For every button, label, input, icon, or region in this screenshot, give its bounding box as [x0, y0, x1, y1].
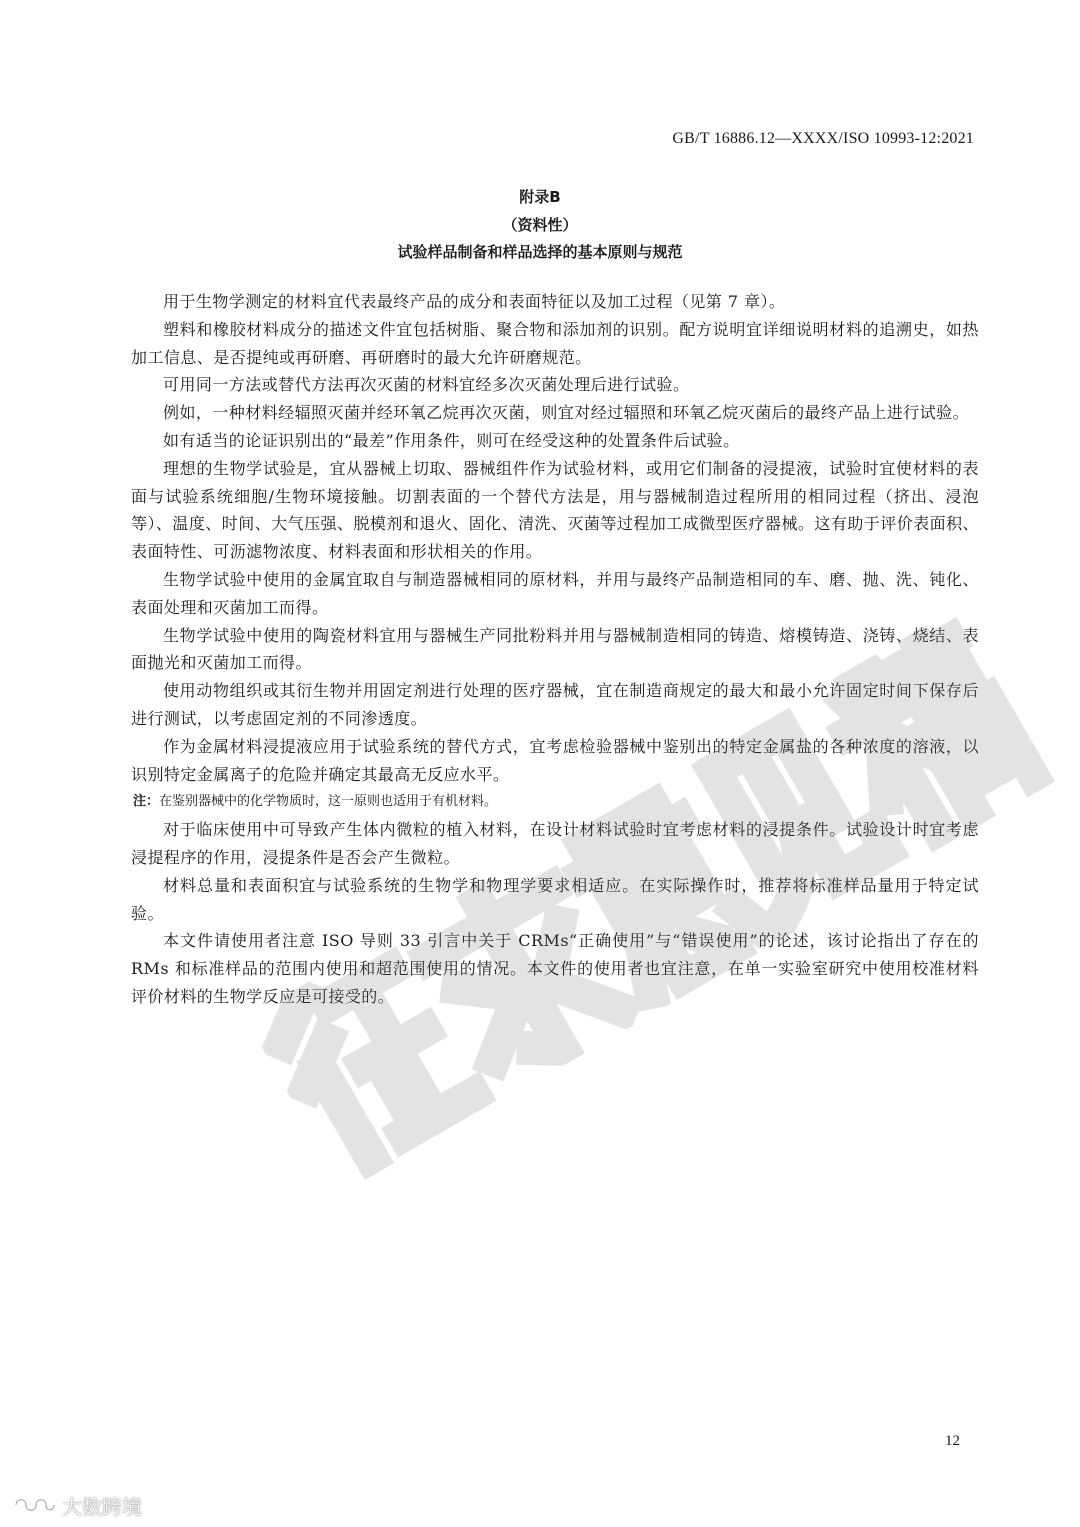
paragraph: 生物学试验中使用的陶瓷材料宜用与器械生产同批粉料并用与器械制造相同的铸造、熔模铸造、浇铸、烧结、表面抛光和灭菌加工而得。	[131, 625, 979, 673]
paragraph: 理想的生物学试验是，宜从器械上切取、器械组件作为试验材料，或用它们制备的浸提液，试验时宜使材料的表面与试验系统细胞/生物环境接触。切割表面的一个替代方法是，用与器械制造过程所用的相同过程（挤出、浸泡等）、温度、时间、大气压强、脱模剂和退火、固化、清洗、灭菌等过程加工成微型医疗器械。这有助于评价表面积、表面特性、可沥滤物浓度、材料表面和形状相关的作用。	[131, 458, 979, 562]
brand-name: 大数跨境	[62, 1494, 142, 1519]
note	[131, 788, 979, 816]
paragraph: 使用动物组织或其衍生物并用固定剂进行处理的医疗器械，宜在制造商规定的最大和最小允许固定时间下保存后进行测试，以考虑固定剂的不同渗透度。	[131, 681, 979, 728]
paragraph: 可用同一方法或替代方法再次灭菌的材料宜经多次灭菌处理后进行试验。	[163, 375, 690, 395]
annex-label: 附录B	[519, 188, 561, 206]
paragraph: 塑料和橡胶材料成分的描述文件宜包括树脂、聚合物和添加剂的识别。配方说明宜详细说明材料的追溯史，如热加工信息、是否提纯或再研磨、再研磨时的最大允许研磨规范。	[131, 319, 979, 367]
note-label: 注：	[133, 794, 160, 810]
standard-number: GB/T 16886.12—XXXX/ISO 10993-12:2021	[672, 130, 974, 147]
brand-watermark	[12, 1490, 142, 1520]
annex-type: （资料性）	[502, 216, 578, 234]
note-text: 在鉴别器械中的化学物质时，这一原则也适用于有机材料。	[159, 794, 498, 810]
page-number: 12	[945, 1433, 960, 1449]
paragraph: 作为金属材料浸提液应用于试验系统的替代方式，宜考虑检验器械中鉴别出的特定金属盐的各种浓度的溶液，以识别特定金属离子的危险并确定其最高无反应水平。	[131, 736, 979, 784]
paragraph: 用于生物学测定的材料宜代表最终产品的成分和表面特征以及加工过程（见第 7 章）。	[163, 292, 786, 311]
paragraph: 生物学试验中使用的金属宜取自与制造器械相同的原材料，并用与最终产品制造相同的车、磨、抛、洗、钝化、表面处理和灭菌加工而得。	[131, 569, 979, 617]
paragraph: 材料总量和表面积宜与试验系统的生物学和物理学要求相适应。在实际操作时，推荐将标准样品量用于特定试验。	[131, 875, 979, 923]
paragraph: 对于临床使用中可导致产生体内微粒的植入材料，在设计材料试验时宜考虑材料的浸提条件。试验设计时宜考虑浸提程序的作用，浸提条件是否会产生微粒。	[131, 820, 979, 867]
paragraph: 例如，一种材料经辐照灭菌并经环氧乙烷再次灭菌，则宜对经过辐照和环氧乙烷灭菌后的最终产品上进行试验。	[163, 403, 970, 423]
body-text	[131, 288, 979, 1011]
paragraph: 如有适当的论证识别出的“最差”作用条件，则可在经受这种的处置条件后试验。	[163, 430, 740, 450]
paragraph: 本文件请使用者注意 ISO 导则 33 引言中关于 CRMs“正确使用”与“错误使用”的论述，该讨论指出了存在的 RMs 和标准样品的范围内使用和超范围使用的情况。本文件的使用者也宜注意，在单一实验室研究中使用校准材料评价材料的生物学反应是可接受的。	[131, 931, 979, 1006]
brand-logo-icon	[12, 1493, 56, 1517]
annex-title: 试验样品制备和样品选择的基本原则与规范	[397, 243, 683, 261]
